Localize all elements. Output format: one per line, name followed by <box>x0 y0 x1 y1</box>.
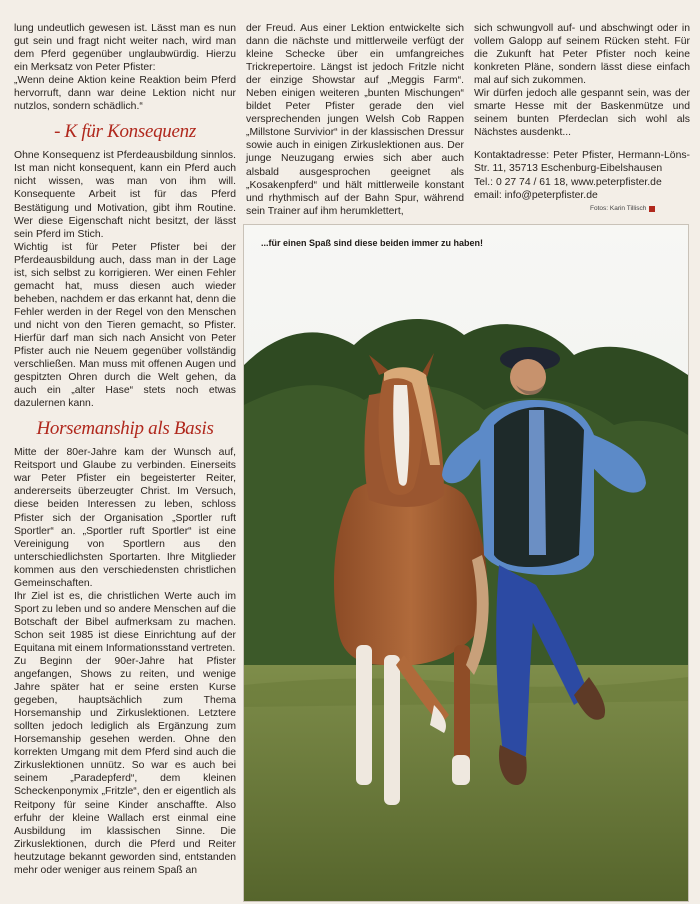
middle-column <box>246 22 464 218</box>
left-paragraph-4: Mitte der 80er-Jahre kam der Wunsch auf, Reitsport und Glaube zu verbinden. Einerseits war Peter Pfister ein begeisterter Reiter, andererseits überzeugter Christ. Im Versuch, diese beiden Interessen zu leben, schloss Pfister sich der Organisation „Sportler ruft Sportler“ an. „Sportler ruft Sportler“ ist eine Vereinigung von Sportlern aus den unterschiedlichsten Sportarten. Ihre Mitglieder kommen aus den verschiedensten christlichen Gemeinschaften. <box>14 447 236 589</box>
left-column <box>14 22 236 877</box>
left-paragraph-6: Zu Beginn der 90er-Jahre hat Pfister angefangen, Shows zu reiten, und wenige Jahre später hat er seine ersten Kurse gegeben, hauptsächlich zum Thema Horsemanship und Zirkuslektionen. Letztere sollten jedoch lediglich als Ergänzung zum Horsemanship gesehen werden. Ohne den korrekten Umgang mit dem Pferd sind auch die Zirkuslektionen unnütz. So war es auch bei seinem „Paradepferd“, dem kleinen Scheckenponymix „Fritzle“, den er eigentlich als Reitpony für seine Kinder anschaffte. Also erfuhr der kleine Wallach erst einmal eine Ausbildung im klassischen Sinne. Die Zirkuslektionen, durch die Pferd und Reiter heutzutage bekannt geworden sind, entstanden mehr oder weniger aus reinem Spaß an <box>14 656 236 876</box>
right-paragraph-2: Wir dürfen jedoch alle gespannt sein, was der smarte Hesse mit der Baskenmütze und seinem bunten Pferdeclan sich wohl als Nächstes ausdenkt... <box>474 88 690 139</box>
left-paragraph-5: Ihr Ziel ist es, die christlichen Werte auch im Sport zu leben und so andere Menschen auf die Botschaft der Bibel aufmerksam zu machen. Schon seit 1985 ist diese Einrichtung auf der Equitana mit einem Informationsstand vertreten. <box>14 590 236 654</box>
photo-frame <box>243 224 689 902</box>
photo-credit-text: Fotos: Karin Tillisch <box>590 205 647 212</box>
horse-and-trainer-photo <box>244 225 688 901</box>
right-paragraph-1: sich schwungvoll auf- und abschwingt oder in vollem Galopp auf seinem Rücken steht. Für die Zukunft hat Peter Pfister noch keine konkreten Pläne, sondern lässt diese einfach mal auf sich zukommen. <box>474 23 690 87</box>
contact-phone-web: Tel.: 0 27 74 / 61 18, www.peterpfister.de <box>474 176 662 188</box>
contact-address: Kontaktadresse: Peter Pfister, Hermann-Löns-Str. 11, 35713 Eschenburg-Eibelshausen <box>474 150 690 175</box>
left-paragraph-2: Ohne Konsequenz ist Pferdeausbildung sinnlos. Ist man nicht konsequent, kann ein Pferd auch nicht wissen, was man von ihm will. Konsequente Arbeit ist für das Pferd Bestätigung und Motivation, gibt ihm Routine. Wer diese Eigenschaft nicht besitzt, der lässt sein Pferd im Stich. <box>14 150 236 240</box>
photo-caption: ...für einen Spaß sind diese beiden immer zu haben! <box>261 238 484 248</box>
heading-horsemanship: Horsemanship als Basis <box>36 418 214 440</box>
credit-square-icon <box>649 206 655 212</box>
left-paragraph-1: lung undeutlich gewesen ist. Lässt man es nun gut sein und fragt nicht weiter nach, wird man dem Pferd gegenüber unglaubwürdig. Hierzu ein Merksatz von Peter Pfister: <box>14 23 236 74</box>
heading-konsequenz: - K für Konsequenz <box>54 121 196 143</box>
left-paragraph-3: Wichtig ist für Peter Pfister bei der Pferdeausbildung auch, dass man in der Lage ist, sich selbst zu korrigieren. Wer einen Fehler gemacht hat, muss diesen auch wieder beheben, nachdem er das erkannt hat, denn die Fehler werden in der Regel von den Menschen und nicht von den Tieren gemacht, so Pfister. Hierfür darf man sich nach Ansicht von Peter Pfister auch nie Neuem gegenüber vollständig verschließen. Man muss mit offenen Augen und gespitzten Ohren durch die Welt gehen, da auch ein „alter Hase“ stets noch etwas dazulernen kann. <box>14 241 236 410</box>
photo-credit <box>590 205 655 212</box>
right-column <box>474 22 690 202</box>
middle-paragraph-1: der Freud. Aus einer Lektion entwickelte sich dann die nächste und mittlerweile verfügt der kleine Schecke über ein umfangreiches Trickrepertoire. Längst ist jedoch Fritzle nicht der einzige Showstar auf „Meggis Farm“. Neben einigen weiteren „bunten Mischungen“ bildet Peter Pfister gerade den viel versprechenden jungen Welsh Cob Rappen „Millstone Survivior“ in der klassischen Dressur sowie auch in einigen Zirkuslektionen aus. Der junge Neuzugang erwies sich aber auch alsbald ausgesprochen geeignet als „Kosakenpferd“ und hält mittlerweile konstant und rhythmisch auf der Bahn Spur, während sein Trainer auf ihm herumklettert, <box>246 23 464 217</box>
pfister-quote: „Wenn deine Aktion keine Reaktion beim Pferd hervorruft, dann war deine Lektion nicht nur nutzlos, sondern schädlich.“ <box>14 75 236 113</box>
contact-email: email: info@peterpfister.de <box>474 189 598 201</box>
